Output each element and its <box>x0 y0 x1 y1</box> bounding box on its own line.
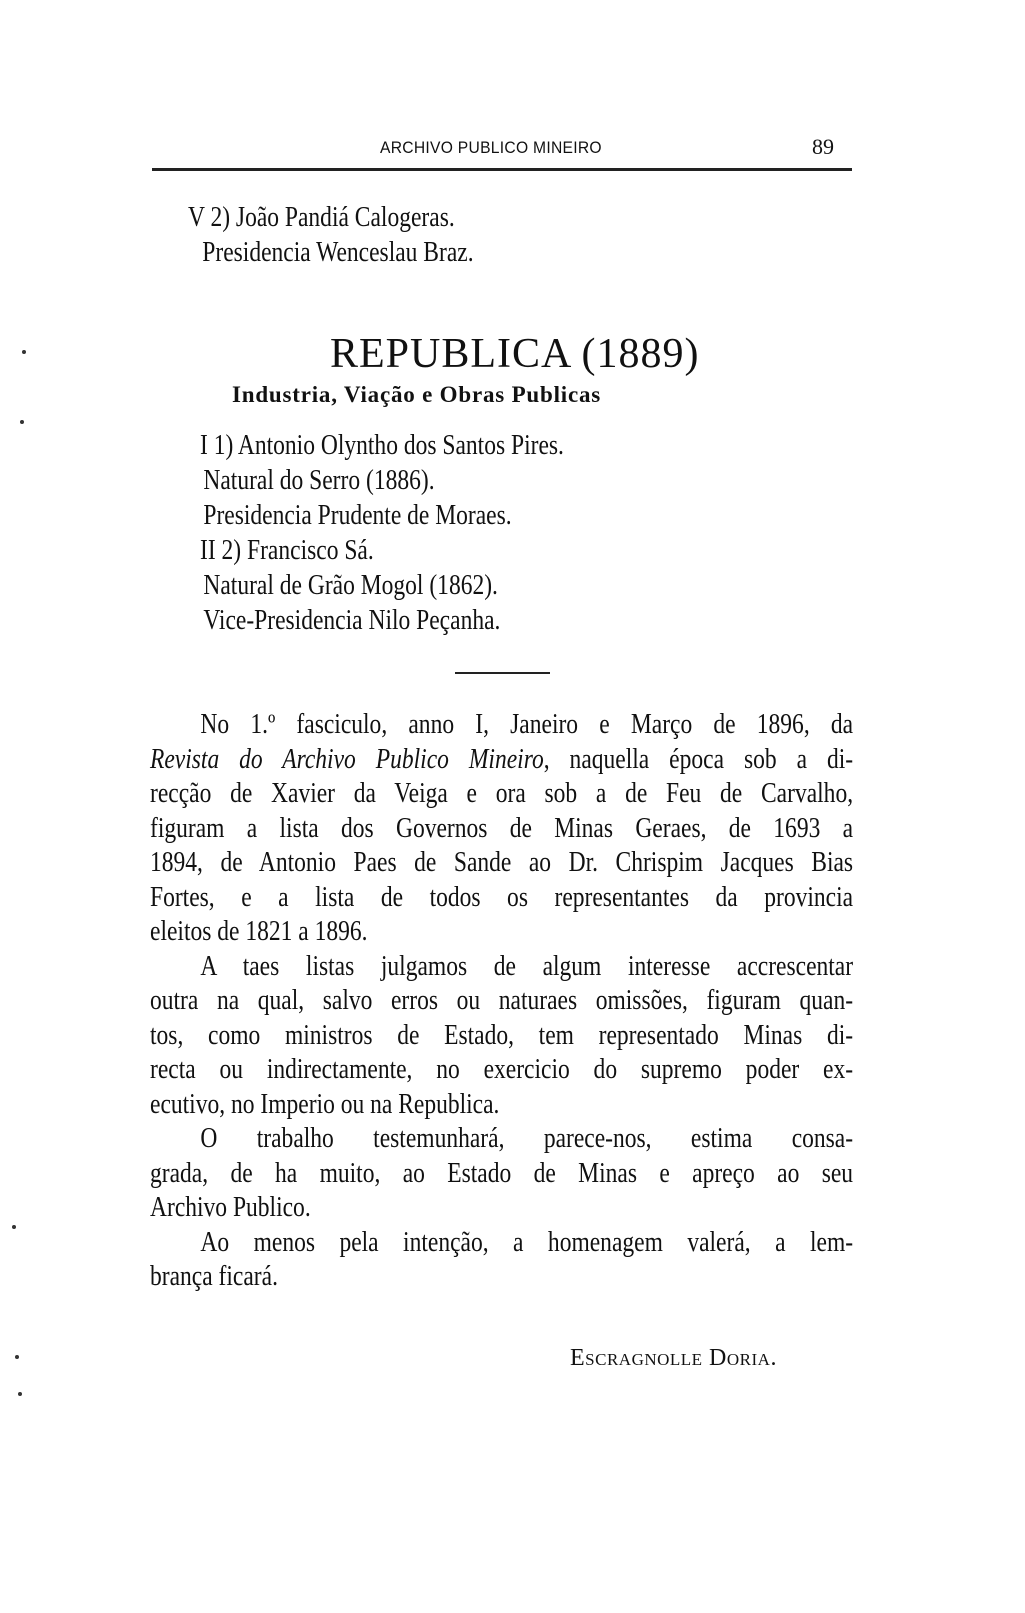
paragraph-line: eleitos de 1821 a 1896. <box>150 916 368 947</box>
paragraph-line: Fortes, e a lista de todos os representantes da provincia <box>150 881 854 913</box>
entry-line: Vice-Presidencia Nilo Peçanha. <box>203 605 501 636</box>
running-header-title: ARCHIVO PUBLICO MINEIRO <box>380 138 602 157</box>
paragraph-line: recta ou indirectamente, no exercicio do supremo poder ex- <box>150 1054 854 1085</box>
section-subheading: Industria, Viação e Obras Publicas <box>232 382 602 407</box>
section-divider <box>455 672 550 674</box>
ministers-list <box>200 428 564 638</box>
paragraph-line: grada, de ha muito, ao Estado de Minas e apreço ao seu <box>150 1157 854 1189</box>
entry-line: Natural de Grão Mogol (1862). <box>203 570 498 601</box>
signature: Escragnolle Doria. <box>570 1345 777 1371</box>
paragraph-line: A taes listas julgamos de algum interesse accrescentar <box>200 950 854 982</box>
journal-title: Revista do Archivo Publico Mineiro <box>150 743 544 775</box>
paragraph-line: brança ficará. <box>150 1261 278 1292</box>
top-entry <box>188 200 474 270</box>
entry-line: I 1) Antonio Olyntho dos Santos Pires. <box>200 430 564 461</box>
header-rule <box>152 168 852 171</box>
paragraph-line: No 1.º fasciculo, anno I, Janeiro e Março de 1896, da <box>200 709 854 740</box>
paragraph-line: 1894, de Antonio Paes de Sande ao Dr. Chrispim Jacques Bias <box>150 847 854 878</box>
entry-line: II 2) Francisco Sá. <box>200 535 374 566</box>
entry-line: Presidencia Wenceslau Braz. <box>202 237 474 268</box>
entry-line: Natural do Serro (1886). <box>203 465 435 496</box>
paragraph-line: Ao menos pela intenção, a homenagem valerá, a lem- <box>200 1226 854 1258</box>
paragraph-line: O trabalho testemunhará, parece-nos, estima consa- <box>200 1123 854 1154</box>
paragraph-line: Archivo Publico. <box>150 1192 311 1223</box>
entry-line: V 2) João Pandiá Calogeras. <box>188 202 455 233</box>
paragraph-line: outra na qual, salvo erros ou naturaes omissões, figuram quan- <box>150 985 854 1016</box>
paragraph-line: tos, como ministros de Estado, tem representado Minas di- <box>150 1019 854 1051</box>
entry-line: Presidencia Prudente de Moraes. <box>203 500 512 531</box>
paragraph-line: recção de Xavier da Veiga e ora sob a de Feu de Carvalho, <box>150 778 854 809</box>
page-number: 89 <box>812 134 834 159</box>
paragraph-line: figuram a lista dos Governos de Minas Geraes, de 1693 a <box>150 812 854 844</box>
section-heading: REPUBLICA (1889) <box>330 331 700 377</box>
paragraph-line: Revista do Archivo Publico Mineiro, naquella época sob a di- <box>150 743 854 775</box>
paragraph-line: ecutivo, no Imperio ou na Republica. <box>150 1088 500 1120</box>
body-text <box>150 708 853 1295</box>
